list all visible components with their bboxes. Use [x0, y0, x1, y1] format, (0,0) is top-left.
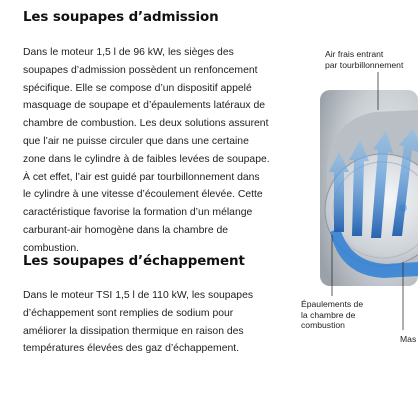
text-line: soupapes d’admission possèdent un renfoncement — [23, 64, 258, 76]
text-line: masquage de soupape et d’épaulements latéraux de — [23, 100, 266, 112]
label-line: la chambre de — [301, 309, 356, 320]
text-line: températures élevées des gaz d’échappement. — [23, 343, 240, 355]
text-line: d’échappement sont remplies de sodium pour — [23, 307, 234, 319]
label-line: par tourbillonnement — [325, 59, 404, 70]
paragraph-exhaust-valves — [23, 287, 293, 358]
text-line: combustion. — [23, 242, 80, 254]
text-line: le cylindre à une vitesse d’écoulement élevée. Cette — [23, 189, 263, 201]
paragraph-intake-valves — [23, 44, 293, 258]
text-line: zone dans le cylindre à de faibles levées de soupape. — [23, 153, 270, 165]
text-line: que l’air ne puisse circuler que dans une certaine — [23, 135, 249, 147]
label-combustion-chamber-shoulders — [301, 299, 363, 331]
label-line: combustion — [301, 320, 345, 330]
label-fresh-air — [325, 49, 403, 70]
text-line: carburant-air homogène dans la chambre de — [23, 224, 229, 236]
text-line: À cet effet, l’air est guidé par tourbillonnement dans — [23, 171, 260, 183]
label-line: Épaulements de — [301, 299, 364, 309]
text-line: caractéristique favorise la formation d’un mélange — [23, 207, 253, 219]
text-line: spécifique. Elle se compose d’un dispositif appelé — [23, 82, 252, 94]
label-valve-masking: Mas — [400, 334, 417, 344]
text-line: améliorer la dissipation thermique en raison des — [23, 325, 244, 337]
text-line: Dans le moteur 1,5 l de 96 kW, les sièges des — [23, 47, 234, 58]
text-line: Dans le moteur TSI 1,5 l de 110 kW, les soupapes — [23, 290, 254, 301]
heading-exhaust-valves: Les soupapes d’échappement — [23, 254, 245, 269]
label-line: Air frais entrant — [325, 49, 384, 59]
heading-intake-valves: Les soupapes d’admission — [23, 10, 219, 25]
text-line: chambre de combustion. Les deux solutions assurent — [23, 118, 269, 130]
